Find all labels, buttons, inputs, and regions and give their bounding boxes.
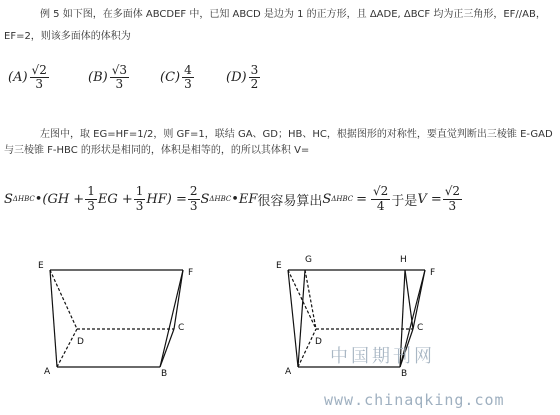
fraction-denominator: 2 [250,77,259,92]
edge-ea [288,270,298,367]
formula-eg: EG + [97,191,133,207]
formula-hf: HF) = [146,191,187,207]
fraction-denominator: 3 [135,198,144,213]
formula-paren-open: (GH + [42,191,85,207]
fraction-numerator: √2 [373,184,389,199]
edge-ga [298,270,305,367]
vertex-label-b: B [161,369,168,379]
watermark-chinese: 中国期刊网 [330,346,435,367]
fraction-denominator: 3 [448,198,457,213]
solution-line2: 与三棱锥 F-HBC 的形状是相同的，体积是相等的，的所以其体积 V= [4,145,310,156]
formula-s: S [4,191,13,207]
vertex-label-g: G [305,255,312,265]
fraction-numerator: √2 [31,63,47,77]
fraction-numerator: 2 [189,184,198,199]
watermark-url: www.chinaqking.com [324,391,505,409]
formula-subscript: ΔHBC [12,195,35,203]
vertex-label-a: A [44,367,51,377]
edge-fc [413,270,425,329]
edge-hc [405,270,413,329]
problem-statement-line2: EF=2，则该多面体的体积为 [4,31,131,42]
formula-dot: • [34,191,43,207]
choice-letter: (A) [8,70,28,86]
fraction-denominator: 4 [376,198,385,213]
fraction-denominator: 3 [87,198,95,213]
edge-fc [174,270,183,329]
vertex-label-e: E [276,261,282,271]
fraction-numerator: 3 [250,63,259,77]
vertex-label-e: E [38,261,44,271]
fraction-denominator: 3 [35,77,43,92]
formula-s3: S [322,191,332,207]
vertex-label-h: H [400,255,407,265]
formula-subscript: ΔHBC [209,195,232,203]
vertex-label-d: D [315,337,322,347]
fraction-denominator: 3 [189,198,198,213]
formula-subscript: ΔHBC [331,195,354,203]
edge-fb [160,270,183,367]
vertex-label-f: F [430,268,436,278]
left-figure-labels [38,261,193,379]
choice-letter: (B) [88,70,108,86]
fraction-numerator: √2 [444,184,461,199]
vertex-label-a: A [285,367,292,377]
choice-letter: (D) [226,70,247,86]
formula-text-easy: 很容易算出 [257,193,323,209]
vertex-label-c: C [417,323,424,333]
fraction-denominator: 3 [184,77,192,92]
edge-ea [50,270,57,367]
vertex-label-c: C [178,323,185,333]
fraction-numerator: 4 [184,63,192,77]
problem-statement-line1: 例 5 如下图，在多面体 ABCDEF 中，已知 ABCD 是边为 1 的正方形，且 ΔADE, ΔBCF 均为正三角形，EF//AB， [40,9,546,20]
formula-dot: • [231,191,239,207]
edge-ad-hidden [57,329,77,367]
solution-line1: 左图中，取 EG=HF=1/2，则 GF=1，联结 GA、GD；HB、HC，根据图形的对称性，要直觉判断出三棱锥 E-GAD [40,129,553,140]
fraction-numerator: 1 [87,184,95,199]
fraction-numerator: √3 [111,63,127,77]
fraction-numerator: 1 [135,184,144,199]
fraction-denominator: 3 [115,77,124,92]
edge-cb [160,329,174,367]
vertex-label-f: F [188,268,194,278]
vertex-label-b: B [401,369,408,379]
edge-gd-hidden [305,270,316,329]
formula-v: V = [417,191,442,207]
vertex-label-d: D [77,337,84,347]
formula-s2: S [200,191,210,207]
choice-letter: (C) [160,70,181,86]
left-polyhedron-figure [50,270,183,367]
edge-ed-hidden [288,270,316,329]
formula-eq: = [356,191,368,207]
formula-ef: EF [238,191,258,207]
formula-text-then: 于是 [391,193,418,209]
